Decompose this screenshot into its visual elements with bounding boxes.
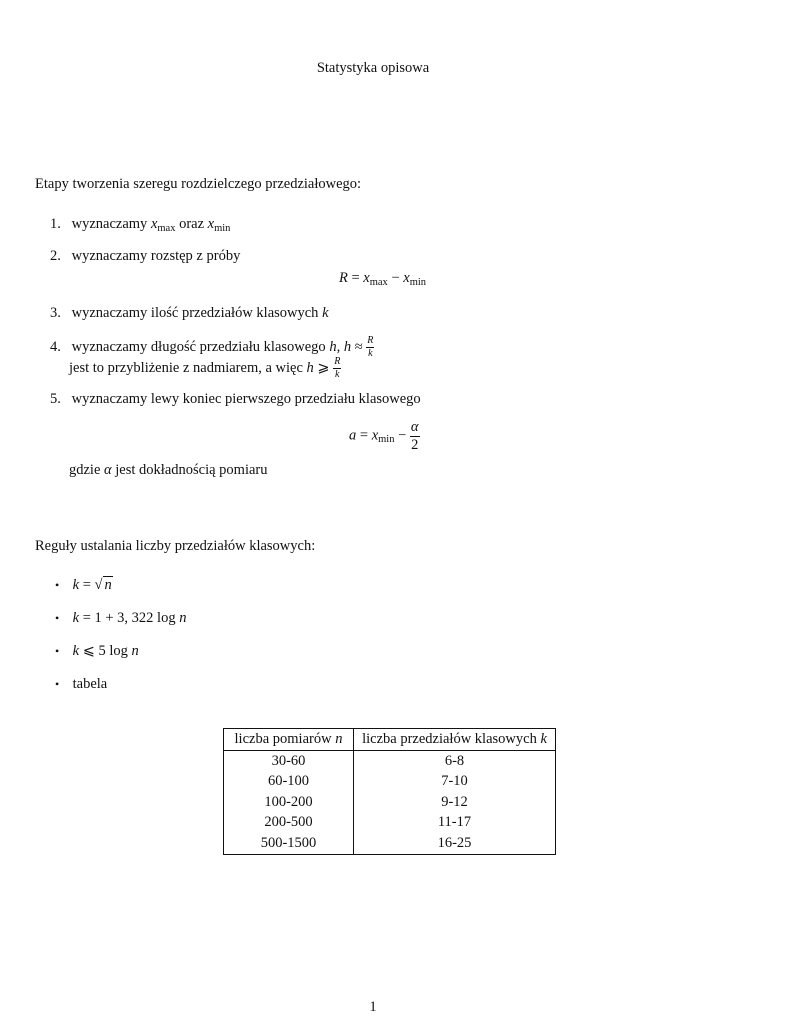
math-eq: =	[359, 427, 369, 444]
math-var-x: x	[363, 270, 370, 286]
math-var-x: x	[371, 427, 379, 444]
math-var-k: k	[322, 305, 329, 321]
list-number: 2.	[50, 248, 61, 264]
table-cell: 11-17	[354, 813, 556, 834]
bullet-item-4	[55, 676, 107, 693]
table-header-cell	[224, 729, 354, 751]
math-var-k: k	[72, 643, 80, 659]
section-heading-etapy: Etapy tworzenia szeregu rozdzielczego przedziałowego:	[35, 176, 362, 192]
math-var-k: k	[540, 731, 547, 747]
math-var-a: a	[349, 427, 357, 444]
bullet-item-3	[55, 643, 139, 660]
fraction-numerator: R	[367, 335, 374, 346]
class-count-table	[223, 728, 556, 855]
math-var-n: n	[104, 577, 112, 593]
bullet-icon: •	[55, 677, 60, 691]
fraction-numerator: α	[410, 419, 419, 435]
math-minus: −	[398, 427, 407, 444]
note-text: gdzie	[69, 462, 101, 478]
fraction-R-over-k	[333, 357, 341, 380]
table-header-cell	[354, 729, 556, 751]
table-cell: 30-60	[224, 751, 354, 772]
math-var-n: n	[335, 731, 343, 747]
header-text: liczba pomiarów	[234, 731, 332, 747]
fraction-R-over-k	[366, 336, 374, 359]
math-var-h: h	[343, 338, 352, 355]
table-row	[224, 751, 556, 772]
table-cell: 200-500	[224, 813, 354, 834]
table-cell: 7-10	[354, 772, 556, 793]
list-item-2	[50, 248, 240, 265]
bullet-item-1	[55, 577, 113, 594]
list-text: wyznaczamy długość przedziału klasowego	[71, 338, 326, 355]
bullet-text: tabela	[72, 676, 108, 692]
list-item-4-line2	[69, 357, 341, 380]
math-expr: 1 + 3, 322 log	[94, 610, 176, 626]
header-text: liczba przedziałów klasowych	[362, 731, 537, 747]
math-var-x: x	[150, 216, 158, 232]
table-row	[224, 813, 556, 834]
math-comma: ,	[336, 338, 341, 355]
table-row	[224, 772, 556, 793]
list-text: wyznaczamy rozstęp z próby	[71, 248, 241, 264]
bullet-icon: •	[55, 644, 60, 658]
math-var-k: k	[72, 610, 80, 626]
table-cell: 9-12	[354, 792, 556, 813]
bullet-icon: •	[55, 578, 60, 592]
list-item-1	[50, 216, 230, 233]
table-row	[224, 792, 556, 813]
list-number: 1.	[50, 216, 61, 232]
list-number: 5.	[50, 391, 61, 407]
math-minus: −	[391, 270, 400, 286]
list-item-5	[50, 391, 421, 408]
note-text: jest dokładnością pomiaru	[115, 462, 268, 478]
page-number: 1	[369, 999, 377, 1015]
subscript-min: min	[378, 434, 395, 446]
fraction-denominator: 2	[411, 436, 419, 453]
section-heading-reguly: Reguły ustalania liczby przedziałów klasowych:	[35, 538, 316, 554]
list-text-oraz: oraz	[179, 216, 205, 232]
bullet-icon: •	[55, 611, 60, 625]
bullet-item-2	[55, 610, 186, 627]
list-number: 4.	[50, 338, 61, 355]
math-eq: =	[351, 270, 360, 286]
list-text: jest to przybliżenie z nadmiarem, a więc	[69, 359, 303, 376]
table-header-row	[224, 729, 556, 751]
math-expr: 5 log	[98, 643, 128, 659]
subscript-max: max	[157, 223, 176, 234]
math-leq: ⩽	[82, 643, 95, 659]
list-text: wyznaczamy ilość przedziałów klasowych	[71, 305, 319, 321]
table-cell: 500-1500	[224, 833, 354, 854]
table-cell: 6-8	[354, 751, 556, 772]
math-var-alpha: α	[104, 462, 112, 478]
math-eq: =	[82, 577, 91, 593]
math-var-n: n	[179, 610, 187, 626]
table-cell: 16-25	[354, 833, 556, 854]
subscript-max: max	[369, 277, 388, 288]
formula-range	[339, 270, 426, 287]
math-eq: =	[82, 610, 91, 626]
list-text: wyznaczamy	[71, 216, 148, 232]
math-var-x: x	[207, 216, 215, 232]
page-title: Statystyka opisowa	[316, 60, 430, 76]
list-number: 3.	[50, 305, 61, 321]
math-var-R: R	[339, 270, 348, 286]
fraction-numerator: R	[334, 356, 341, 367]
math-geq: ⩾	[317, 359, 330, 376]
fraction-denominator: k	[335, 369, 340, 380]
math-var-h: h	[306, 359, 314, 376]
table-row	[224, 833, 556, 854]
math-var-h: h	[329, 338, 337, 355]
fraction-alpha-over-2	[410, 420, 420, 452]
math-approx: ≈	[354, 338, 363, 355]
formula-left-end	[349, 420, 420, 452]
table-cell: 100-200	[224, 792, 354, 813]
list-item-4	[50, 336, 374, 359]
list-item-3	[50, 305, 329, 322]
math-var-x: x	[403, 270, 410, 286]
subscript-min: min	[214, 223, 231, 234]
math-var-k: k	[72, 577, 80, 593]
fraction-denominator: k	[368, 348, 373, 359]
list-item-5-note	[69, 462, 268, 479]
sqrt-icon: √	[94, 577, 103, 593]
table-cell: 60-100	[224, 772, 354, 793]
subscript-min: min	[409, 277, 427, 288]
list-text: wyznaczamy lewy koniec pierwszego przedziału klasowego	[71, 391, 421, 407]
math-var-n: n	[131, 643, 139, 659]
